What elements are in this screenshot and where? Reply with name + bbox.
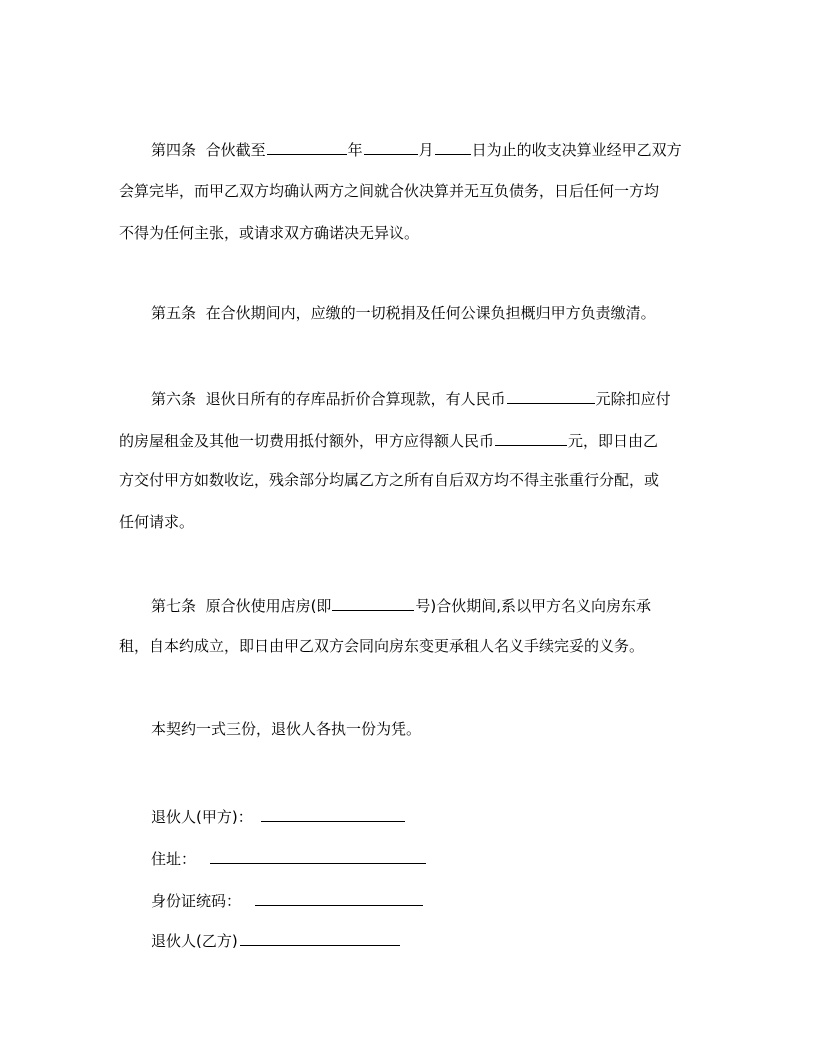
- copies-statement: 本契约一式三份，退伙人各执一份为凭。: [151, 720, 422, 738]
- blank-due-amount: [495, 429, 567, 446]
- id-number-blank: [255, 889, 423, 906]
- article6-line3: 方交付甲方如数收讫，残余部分均属乙方之所有自后双方均不得主张重行分配，或: [119, 471, 660, 489]
- blank-shop-number: [332, 594, 414, 611]
- blank-month: [364, 138, 418, 155]
- address-blank: [210, 847, 426, 864]
- article4-line1: 第四条 合伙截至 年 月 日为止的收支决算业经甲乙双方: [151, 138, 682, 158]
- blank-inventory-amount: [507, 387, 595, 404]
- article5-line1: 第五条 在合伙期间内，应缴的一切税捐及任何公课负担概归甲方负责缴清。: [151, 304, 656, 322]
- article4-line2: 会算完毕，而甲乙双方均确认两方之间就合伙决算并无互负债务，日后任何一方均: [119, 182, 660, 200]
- blank-year: [267, 138, 347, 155]
- article6-line4: 任何请求。: [119, 513, 195, 531]
- article6-line1: 第六条 退伙日所有的存库品折价合算现款，有人民币 元除扣应付: [151, 387, 671, 407]
- article7-label: 第七条: [151, 597, 197, 615]
- article6-line2: 的房屋租金及其他一切费用抵付额外，甲方应得额人民币 元，即日由乙: [119, 429, 658, 449]
- article6-label: 第六条: [151, 390, 197, 408]
- blank-day: [435, 138, 471, 155]
- address-line: 住址：: [151, 847, 427, 867]
- party-b-blank: [240, 929, 400, 946]
- article7-line2: 租，自本约成立，即日由甲乙双方会同向房东变更承租人名义手续完妥的义务。: [119, 637, 645, 655]
- party-a-blank: [261, 805, 405, 822]
- article4-line3: 不得为任何主张，或请求双方确诺决无异议。: [119, 224, 420, 242]
- article4-label: 第四条: [151, 141, 197, 159]
- party-a-signature: 退伙人(甲方)：: [151, 805, 406, 825]
- id-number-line: 身份证统码：: [151, 889, 424, 909]
- party-b-signature: 退伙人(乙方): [151, 929, 401, 949]
- article7-line1: 第七条 原合伙使用店房(即 号)合伙期间,系以甲方名义向房东承: [151, 594, 651, 614]
- article5-label: 第五条: [151, 304, 197, 322]
